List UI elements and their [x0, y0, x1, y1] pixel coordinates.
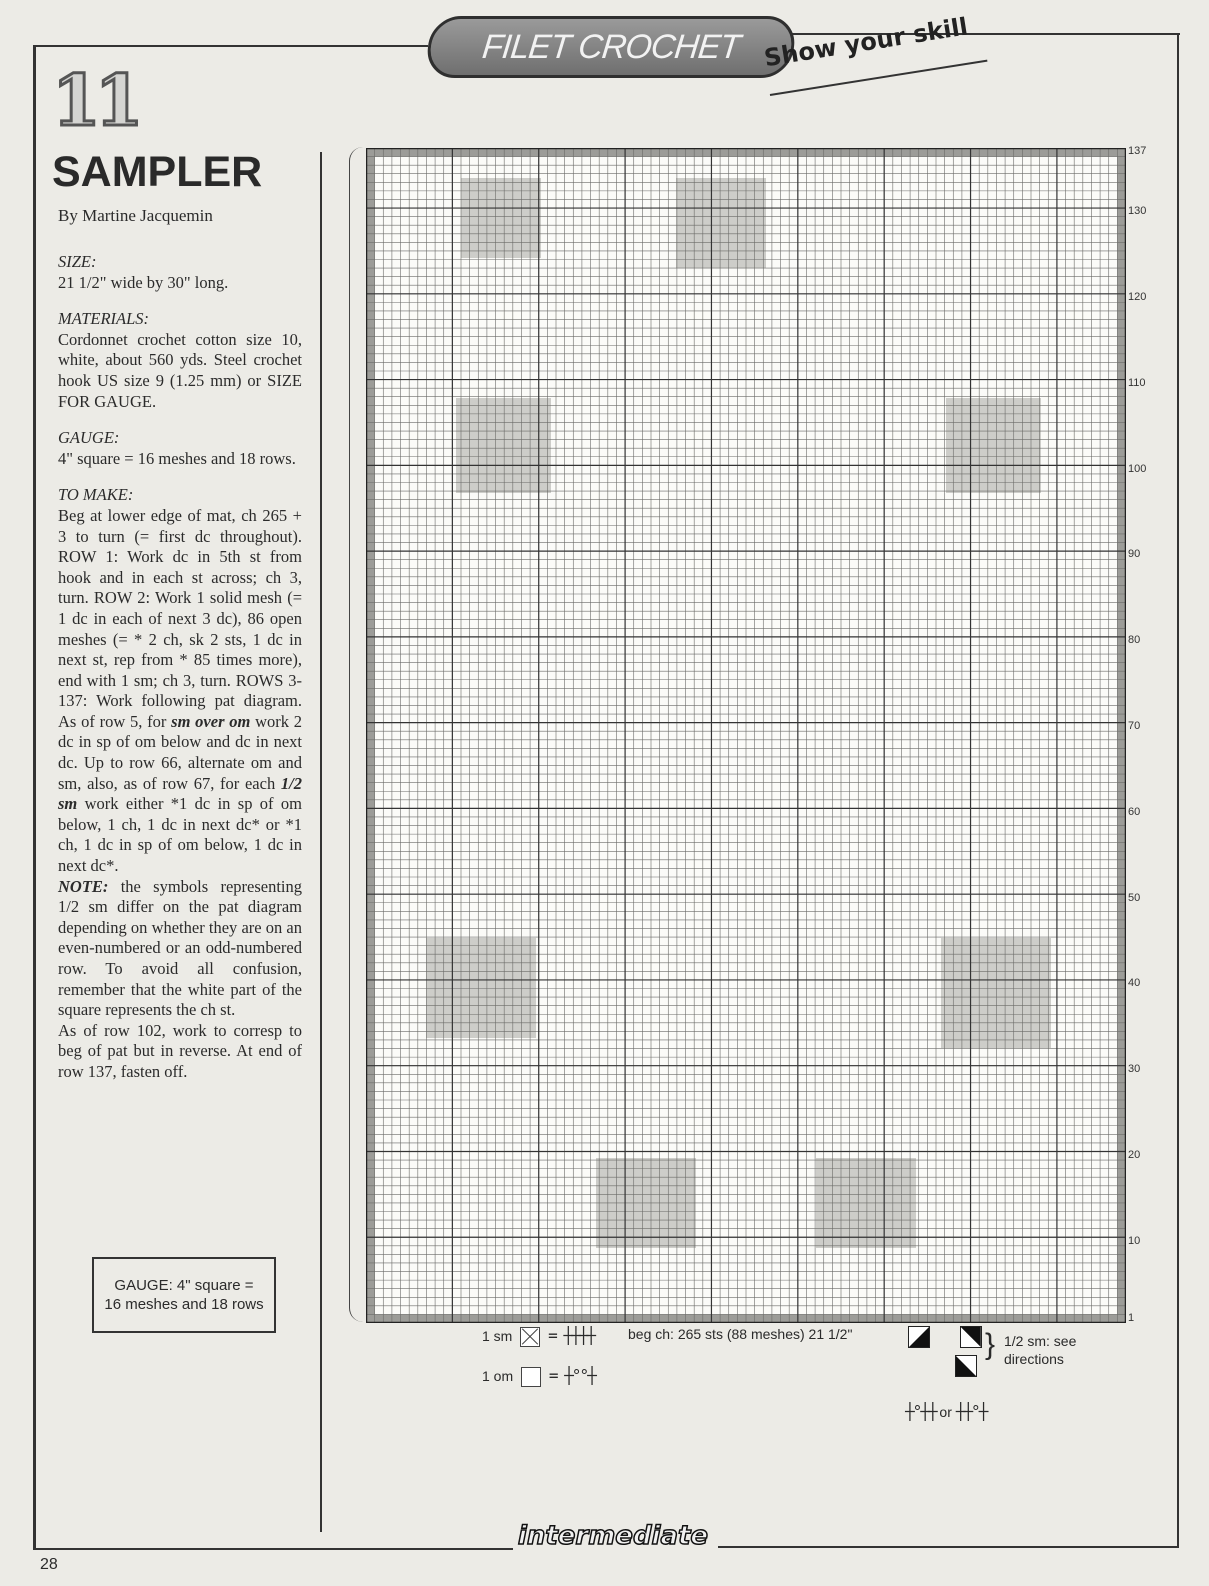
half-sm-icon-b	[960, 1326, 982, 1348]
make-emphasis: sm over om	[171, 711, 251, 731]
legend-or-label: or	[939, 1404, 952, 1420]
frame-bottom-rule-right	[718, 1546, 1179, 1548]
section-banner: FILET CROCHET	[425, 16, 798, 78]
instructions	[58, 252, 302, 1083]
half-sm-stitch-icon-alt: ┼┼°┼	[955, 1402, 987, 1421]
make-text-part: work either *1 dc in sp of om below, 1 ch, 1 dc in next dc* or *1 ch, 1 dc in sp of om below, 1 dc in next dc*.	[58, 794, 302, 876]
open-mesh-stitch-icon: = ┼°°┼	[548, 1366, 595, 1385]
legend-sm	[482, 1326, 594, 1347]
filet-grid	[366, 148, 1126, 1323]
half-sm-label: 1/2 sm: see directions	[1004, 1333, 1077, 1367]
row-label: 1	[1128, 1311, 1135, 1324]
legend-om	[482, 1366, 595, 1387]
half-sm-stitches	[905, 1402, 986, 1421]
gauge-text: 4" square = 16 meshes and 18 rows.	[58, 448, 296, 468]
half-sm-icon-c	[955, 1355, 977, 1377]
make-emphasis: 1/2 sm	[58, 773, 302, 814]
height-bracket	[349, 147, 364, 1322]
half-sm-icon-a	[908, 1326, 930, 1348]
brace-icon: }	[985, 1328, 996, 1361]
column-divider	[320, 152, 322, 1532]
row-label: 110	[1128, 376, 1146, 389]
size-text: 21 1/2" wide by 30" long.	[58, 272, 229, 292]
page-number: 28	[40, 1556, 58, 1573]
make-heading: TO MAKE:	[58, 485, 134, 505]
filet-chart	[366, 148, 1126, 1323]
frame-left-rule	[33, 45, 36, 1550]
frame-right-rule	[1177, 33, 1179, 1548]
frame-bottom-rule	[33, 1548, 513, 1550]
pattern-number: 11	[52, 59, 138, 142]
solid-mesh-icon	[520, 1327, 540, 1347]
row-label: 50	[1128, 891, 1141, 904]
note-label: NOTE:	[58, 876, 109, 896]
materials-text: Cordonnet crochet cotton size 10, white, about 560 yds. Steel crochet hook US size 9 (1.25 mm) or SIZE FOR GAUGE.	[58, 329, 302, 411]
row-label: 80	[1128, 634, 1141, 647]
level-badge: intermediate	[517, 1521, 709, 1551]
make-text	[58, 506, 302, 877]
size-heading: SIZE:	[58, 252, 97, 271]
row-label: 130	[1128, 205, 1147, 218]
row-label: 70	[1128, 719, 1141, 732]
frame-top-rule	[33, 45, 428, 47]
half-sm-legend	[908, 1326, 982, 1348]
row-label: 137	[1128, 145, 1147, 158]
row-label: 60	[1128, 805, 1141, 818]
byline: By Martine Jacquemin	[58, 206, 213, 225]
row-label: 100	[1128, 462, 1147, 475]
gauge-heading: GAUGE:	[58, 428, 120, 448]
row-label: 10	[1128, 1234, 1141, 1247]
legend-sm-label: 1 sm	[482, 1328, 513, 1344]
tagline: Show your skill	[762, 12, 970, 73]
row-label: 120	[1128, 291, 1147, 304]
gauge-box-line: GAUGE: 4" square =	[114, 1277, 254, 1294]
beg-ch-note: beg ch: 265 sts (88 meshes) 21 1/2"	[628, 1326, 853, 1342]
legend-om-label: 1 om	[482, 1368, 514, 1384]
solid-mesh-stitch-icon: = ┼┼┼┼	[548, 1326, 594, 1345]
pattern-title: SAMPLER	[52, 148, 263, 196]
note-text	[58, 877, 302, 1021]
reverse-text: As of row 102, work to corresp to beg of pat but in reverse. At end of row 137, fasten off.	[58, 1020, 302, 1081]
note-body: the symbols representing 1/2 sm differ on the pat diagram depending on whether they are on an even-numbered or an odd-numbered row. To avoid all confusion, remember that the white part of the square represents the ch st.	[58, 876, 303, 1020]
row-label: 90	[1128, 548, 1141, 561]
row-label: 40	[1128, 977, 1141, 990]
open-mesh-icon	[521, 1367, 541, 1387]
make-text-part: Beg at lower edge of mat, ch 265 + 3 to turn (= first dc throughout). ROW 1: Work dc in 5th st from hook and in each st across; ch 3, turn. ROW 2: Work 1 solid mesh (= 1 dc in each of next 3 dc), 86 open meshes (= * 2 ch, sk 2 sts, 1 dc in next st, rep from * 85 times more), end with 1 sm; ch 3, turn. ROWS 3-137: Work following pat diagram. As of row 5, for	[58, 505, 302, 731]
materials-heading: MATERIALS:	[58, 309, 150, 329]
half-sm-legend-2	[955, 1355, 977, 1377]
make-text-part: work 2 dc in sp of om below and dc in next dc. Up to row 66, alternate om and sm, also, as of row 67, for each	[58, 711, 303, 793]
row-label: 20	[1128, 1148, 1141, 1161]
gauge-box	[92, 1257, 276, 1333]
gauge-box-line: 16 meshes and 18 rows	[104, 1296, 264, 1313]
half-sm-stitch-icon: ┼°┼┼	[905, 1402, 936, 1421]
row-label: 30	[1128, 1063, 1141, 1075]
